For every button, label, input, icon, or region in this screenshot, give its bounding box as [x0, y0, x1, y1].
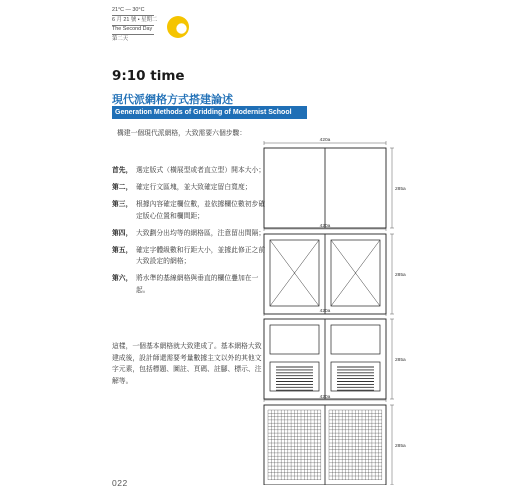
- step-text: 將水準的基線網格與垂直的欄位疊加在一起。: [136, 274, 259, 294]
- step-label: 第二，: [112, 183, 133, 192]
- step-text: 大致劃分出均等的網格區，注意留出間隔；: [136, 228, 266, 237]
- intro-paragraph: 構建一個現代派網格，大致需要六個步驟：: [117, 129, 247, 137]
- step-label: 首先，: [112, 166, 133, 174]
- sun-logo-icon: [166, 15, 190, 39]
- step-label: 第五，: [112, 245, 133, 254]
- width-label: 420a: [319, 309, 331, 314]
- width-label: 420a: [319, 138, 331, 143]
- step-label: 第六，: [112, 274, 133, 283]
- step-text: 確定字體級數和行距大小，並據此修正之前大致設定的網格；: [136, 245, 266, 266]
- step-item: [112, 165, 270, 177]
- step-item: [112, 245, 270, 268]
- step-text: 確定行文區塊，並大致確定留白寬度；: [136, 183, 252, 192]
- height-label: 285a: [395, 358, 406, 363]
- step-label: 第四，: [112, 228, 133, 237]
- outro-paragraph: 這樣，一個基本網格就大致建成了。基本網格大致建成後，設計師還需要考量數據主文以外的其他文字元素，包括標題、圖註、頁碼、註腳、標示、注解等。: [112, 342, 262, 385]
- day-label-zh: 第二天: [112, 35, 129, 42]
- height-label: 285a: [395, 187, 406, 192]
- step-item: [112, 182, 270, 194]
- date-label: 6 月 21 號 • 星期二: [112, 16, 158, 23]
- height-label: 285a: [395, 444, 406, 449]
- width-label: 420a: [319, 395, 331, 400]
- section-title-zh: 現代派網格方式搭建論述: [112, 93, 233, 106]
- step-text: 選定版式（橫展型或者直立型）開本大小；: [136, 166, 266, 174]
- grid-field: [331, 362, 380, 391]
- section-title-en: Generation Methods of Gridding of Modernist School: [112, 106, 307, 119]
- temperature-range: 21°C — 30°C: [112, 7, 145, 13]
- grid-field: [270, 325, 319, 354]
- step-item: [112, 273, 270, 296]
- grid-field: [331, 325, 380, 354]
- height-label: 285a: [395, 273, 406, 278]
- step-item: [112, 199, 270, 222]
- day-label-en: The Second Day: [112, 26, 153, 33]
- day-header: [112, 7, 157, 43]
- step-item: [112, 228, 270, 240]
- grid-diagrams: [258, 130, 418, 485]
- steps-list: [112, 165, 270, 302]
- step-text: 根據內容確定欄位數，並依據欄位數初步確定版心位置和欄間距；: [136, 200, 266, 220]
- step-label: 第三，: [112, 200, 133, 209]
- grid-field: [270, 362, 319, 391]
- section-time: 9:10 time: [112, 68, 185, 84]
- page-number: 022: [112, 478, 128, 488]
- width-label: 420a: [319, 224, 331, 229]
